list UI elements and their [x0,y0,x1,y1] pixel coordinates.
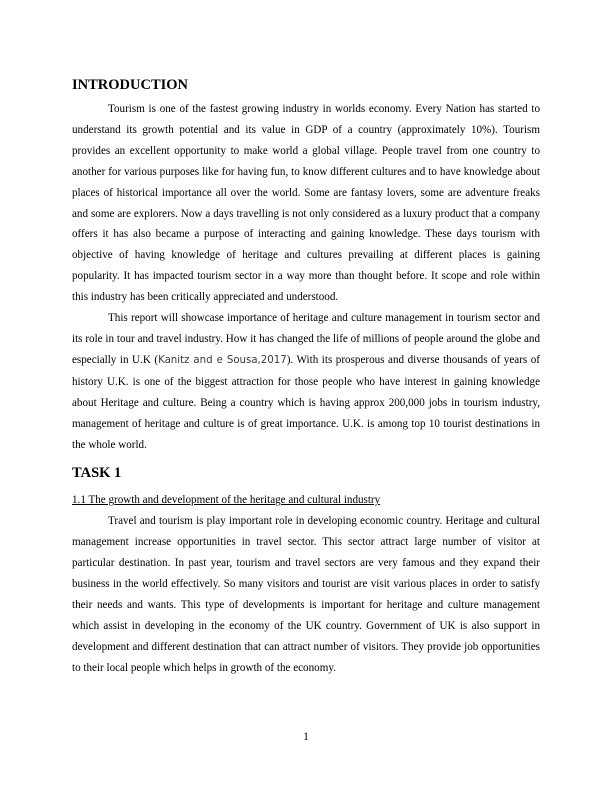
introduction-paragraph-2 [72,308,540,455]
introduction-paragraph-2-text-start: This report will showcase importance of heritage and culture management in tourism sector and its role in tour and travel industry. How it has changed the life of millions of people around the globe and especially in U.K ( [72,312,540,366]
task-1-paragraph: Travel and tourism is play important role in developing economic country. Heritage and cultural management increase opportunities in travel sector. This sector attract large number of visitor at particular destination. In past year, tourism and travel sectors are very famous and they expand their business in the world effectively. So many visitors and tourist are visit various places in order to satisfy their needs and wants. This type of developments is important for heritage and culture management which assist in developing in the economy of the UK country. Government of UK is also support in development and different destination that can attract number of visitors. They provide job opportunities to their local people which helps in growth of the economy. [72,515,540,674]
section-1-1-subheading: 1.1 The growth and development of the heritage and cultural industry [72,494,381,507]
citation: Kanitz and e Sousa,2017 [158,354,287,366]
document-page [72,76,540,679]
task-1-heading: TASK 1 [72,465,122,482]
introduction-paragraph-1: Tourism is one of the fastest growing industry in worlds economy. Every Nation has started to understand its growth potential and its value in GDP of a country (approximately 10%). Tourism provides an excellent opportunity to make world a global village. People travel from one country to another for various purposes like for having fun, to know different cultures and to have knowledge about places of historical importance all over the world. Some are fantasy lovers, some are adventure freaks and some are explorers. Now a days travelling is not only considered as a luxury product that a company offers it has also became a purpose of interacting and gaining knowledge. These days tourism with objective of having knowledge of heritage and cultures prevailing at different places is gaining popularity. It has impacted tourism sector in a way more than thought before. It scope and role within this industry has been critically appreciated and understood. [72,103,540,304]
page-number: 1 [303,731,309,743]
introduction-heading: INTRODUCTION [72,77,189,93]
introduction-paragraph-2-text-end: ). With its prosperous and diverse thousands of years of history U.K. is one of the biggest attraction for those people who have interest in gaining knowledge about Heritage and culture. Being a country which is having approx 200,000 jobs in tourism industry, management of heritage and culture is of great importance. U.K. is among top 10 tourist destinations in the whole world. [72,353,540,451]
